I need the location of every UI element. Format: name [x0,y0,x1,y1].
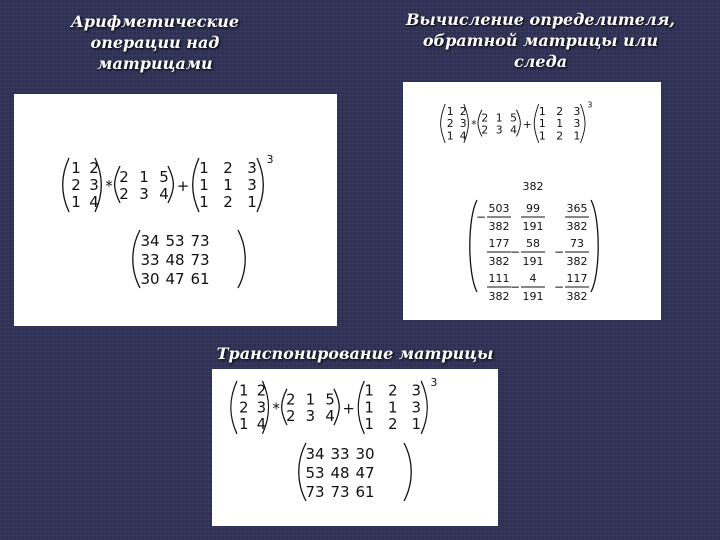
matrix-a-cell: 2 [89,159,99,177]
matrix-c-cell: 2 [388,382,398,400]
transpose-matrix-cell: 34 [305,445,325,463]
inverse-sign: − [553,280,565,294]
transpose-matrix-cell: 48 [330,464,350,482]
transpose-matrix-cell: 73 [330,483,350,501]
inverse-numerator: 177 [488,237,510,250]
inverse-numerator: 503 [488,202,510,215]
matrix-a-cell: 2 [256,382,267,400]
transpose-matrix-cell: 61 [355,483,375,501]
transpose-matrix-cell: 73 [305,483,325,501]
matrix-c-cell: 1 [223,176,233,194]
inverse-numerator: 58 [526,237,540,250]
matrix-a-cell: 1 [239,382,249,400]
matrix-a-cell: 1 [239,416,249,434]
matrix-b-cell: 3 [305,408,316,426]
result-matrix-cell: 61 [190,270,210,288]
result-matrix-cell: 47 [165,270,185,288]
inverse-sign: − [509,280,521,294]
matrix-b-cell: 2 [119,185,129,203]
title-determinant-line-3: следа [513,52,568,71]
title-transpose: Транспонирование матрицы [216,344,494,363]
right-paren [591,200,598,292]
matrix-a-cell: 2 [446,117,454,131]
left-paren [441,104,446,143]
matrix-a-cell: 3 [89,176,99,194]
matrix-a-cell: 4 [89,193,99,211]
matrix-b-cell: 2 [481,123,489,137]
matrix-b-cell: 4 [510,123,517,137]
matrix-a-cell: 1 [446,104,454,118]
exponent: 3 [587,100,593,110]
right-paren [404,443,411,501]
left-paren [231,381,237,434]
inverse-numerator: 99 [526,202,540,215]
matrix-c-cell: 1 [556,117,564,131]
multiply-operator: * [105,177,113,195]
title-arithmetic [40,11,270,74]
matrix-c-cell: 1 [388,399,398,417]
matrix-c-cell: 1 [538,104,546,118]
panel-determinant [403,82,661,320]
exponent: 3 [266,153,274,166]
title-determinant-line-2: обратной матрицы или [422,31,659,50]
matrix-c-cell: 1 [247,193,257,211]
right-paren [516,110,520,137]
matrix-a-cell: 1 [71,159,81,177]
matrix-b-cell: 4 [325,408,335,426]
inverse-numerator: 365 [566,202,588,215]
right-paren [421,381,427,434]
inverse-numerator: 117 [566,272,588,285]
title-arithmetic-line-1: Арифметические [70,12,240,31]
matrix-b-cell: 4 [159,185,169,203]
right-paren [257,158,263,212]
inverse-denominator: 191 [522,290,544,303]
matrix-c-cell: 3 [411,399,421,417]
matrix-a-cell: 1 [71,193,81,211]
matrix-c-cell: 1 [538,129,546,143]
inverse-denominator: 382 [566,290,588,303]
inverse-numerator: 4 [529,272,537,285]
title-arithmetic-line-2: операции над [90,33,220,52]
right-paren [168,166,173,203]
matrix-c-cell: 3 [573,117,581,131]
title-determinant [398,9,683,72]
matrix-a-cell: 2 [459,104,467,118]
title-arithmetic-line-3: матрицами [97,54,213,73]
matrix-c-cell: 1 [199,159,209,177]
matrix-b-cell: 2 [286,391,296,409]
matrix-c-cell: 3 [247,176,257,194]
matrix-a-cell: 2 [239,399,249,417]
matrix-c-cell: 2 [556,129,564,143]
matrix-c-cell: 2 [223,193,233,211]
matrix-b-cell: 2 [481,111,489,125]
plus-operator: + [342,400,355,418]
matrix-c-cell: 3 [247,159,257,177]
matrix-a-cell: 4 [256,416,267,434]
transpose-matrix-cell: 33 [330,445,350,463]
result-matrix-cell: 53 [165,232,185,250]
transpose-formula [212,369,498,526]
transpose-matrix-cell: 30 [355,445,375,463]
matrix-c-cell: 1 [199,193,209,211]
result-matrix-cell: 73 [190,251,210,269]
left-paren [133,230,140,288]
inverse-denominator: 191 [522,220,544,233]
matrix-c-cell: 1 [364,382,374,400]
matrix-c-cell: 1 [364,416,374,434]
matrix-b-cell: 5 [325,391,335,409]
inverse-denominator: 382 [488,220,510,233]
result-matrix-cell: 34 [140,232,160,250]
plus-operator: + [176,177,190,195]
inverse-sign: − [553,245,565,259]
matrix-a-cell: 3 [459,117,467,131]
result-matrix-cell: 30 [140,270,160,288]
result-matrix-cell: 33 [140,251,160,269]
matrix-a-cell: 3 [256,399,267,417]
right-paren [238,230,245,288]
inverse-sign: − [509,245,521,259]
panel-arithmetic [14,94,337,326]
inverse-denominator: 191 [522,255,544,268]
transpose-matrix-cell: 53 [305,464,325,482]
matrix-b-cell: 1 [139,168,149,186]
left-paren [358,381,364,434]
transpose-matrix-cell: 47 [355,464,375,482]
matrix-c-cell: 1 [573,129,581,143]
matrix-a-cell: 1 [446,129,454,143]
inverse-sign: − [475,210,487,224]
plus-operator: + [522,117,532,131]
matrix-c-cell: 2 [556,104,564,118]
title-determinant-line-1: Вычисление определителя, [406,10,675,29]
inverse-numerator: 111 [488,272,510,285]
matrix-c-cell: 1 [199,176,209,194]
inverse-denominator: 382 [566,255,588,268]
left-paren [63,158,69,212]
right-paren [334,389,339,425]
determinant-value: 382 [522,180,544,193]
matrix-b-cell: 5 [510,111,517,125]
matrix-c-cell: 3 [411,382,421,400]
exponent: 3 [430,375,438,389]
inverse-denominator: 382 [488,255,510,268]
matrix-c-cell: 1 [364,399,374,417]
inverse-denominator: 382 [566,220,588,233]
arithmetic-formula [14,94,337,326]
result-matrix-cell: 48 [165,251,185,269]
determinant-formula [403,82,661,320]
multiply-operator: * [272,400,280,418]
right-paren [581,104,586,143]
matrix-a-cell: 2 [71,176,81,194]
matrix-b-cell: 2 [119,168,129,186]
multiply-operator: * [471,117,477,131]
matrix-b-cell: 1 [495,111,503,125]
matrix-c-cell: 3 [573,104,581,118]
matrix-b-cell: 3 [139,185,149,203]
result-matrix-cell: 73 [190,232,210,250]
matrix-b-cell: 1 [305,391,316,409]
matrix-c-cell: 1 [538,117,546,131]
matrix-a-cell: 4 [459,129,467,143]
matrix-b-cell: 2 [286,408,296,426]
matrix-c-cell: 1 [411,416,421,434]
matrix-b-cell: 3 [495,123,503,137]
left-paren [193,158,199,212]
matrix-c-cell: 2 [223,159,233,177]
matrix-b-cell: 5 [159,168,169,186]
inverse-numerator: 73 [570,237,584,250]
matrix-c-cell: 2 [388,416,398,434]
inverse-denominator: 382 [488,290,510,303]
panel-transpose [212,369,498,526]
